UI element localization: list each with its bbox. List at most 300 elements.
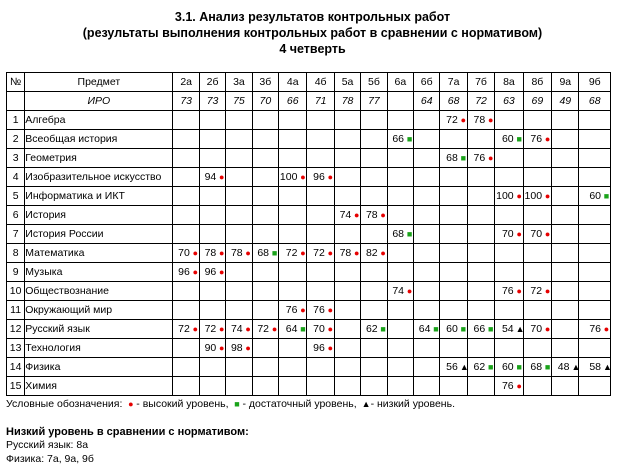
page-subtitle: (результаты выполнения контрольных работ в сравнении с нормативом) bbox=[82, 26, 543, 40]
high-level-icon: ● bbox=[488, 114, 494, 125]
result-cell bbox=[307, 130, 334, 149]
subject-name: Геометрия bbox=[25, 149, 173, 168]
result-value: 78 bbox=[339, 246, 352, 259]
result-cell bbox=[199, 263, 225, 282]
result-cell bbox=[226, 187, 252, 206]
result-cell bbox=[387, 168, 413, 187]
row-number: 3 bbox=[7, 149, 25, 168]
result-cell bbox=[307, 168, 334, 187]
result-value: 68 bbox=[446, 151, 458, 164]
legend-sufficient: - достаточный уровень, bbox=[242, 398, 357, 410]
iro-value: 68 bbox=[440, 92, 467, 111]
result-cell bbox=[523, 206, 551, 225]
result-cell bbox=[440, 282, 467, 301]
empty-cell bbox=[7, 92, 25, 111]
result-cell bbox=[334, 187, 360, 206]
result-cell bbox=[252, 377, 278, 396]
result-cell bbox=[467, 168, 494, 187]
result-cell bbox=[307, 320, 334, 339]
class-header: 6а bbox=[387, 73, 413, 92]
result-cell bbox=[414, 149, 440, 168]
high-level-icon: ● bbox=[192, 247, 199, 258]
result-cell bbox=[552, 149, 579, 168]
result-cell bbox=[414, 358, 440, 377]
result-cell bbox=[387, 263, 413, 282]
result-cell bbox=[495, 377, 523, 396]
high-level-icon: ● bbox=[544, 228, 551, 239]
result-cell bbox=[361, 358, 387, 377]
result-cell bbox=[387, 282, 413, 301]
legend bbox=[6, 397, 455, 411]
table-row bbox=[7, 320, 611, 339]
result-cell bbox=[523, 149, 551, 168]
result-cell bbox=[495, 244, 523, 263]
result-cell bbox=[307, 225, 334, 244]
result-cell bbox=[552, 263, 579, 282]
result-value: 68 bbox=[530, 360, 543, 373]
result-cell bbox=[387, 111, 413, 130]
high-level-icon: ● bbox=[544, 285, 551, 296]
high-level-icon: ● bbox=[219, 171, 225, 182]
result-cell bbox=[173, 320, 199, 339]
subject-name: История bbox=[25, 206, 173, 225]
result-cell bbox=[387, 130, 413, 149]
subject-name: Технология bbox=[25, 339, 173, 358]
result-cell bbox=[334, 149, 360, 168]
result-cell bbox=[467, 339, 494, 358]
row-number: 2 bbox=[7, 130, 25, 149]
subject-name: Физика bbox=[25, 358, 173, 377]
row-number: 6 bbox=[7, 206, 25, 225]
result-cell bbox=[523, 168, 551, 187]
sufficient-level-icon: ■ bbox=[460, 323, 467, 334]
result-value: 98 bbox=[230, 341, 243, 354]
legend-high: - высокий уровень, bbox=[136, 398, 229, 410]
class-header: 3а bbox=[226, 73, 252, 92]
result-cell bbox=[579, 377, 611, 396]
result-cell bbox=[414, 377, 440, 396]
row-number: 5 bbox=[7, 187, 25, 206]
subject-name: Всеобщая история bbox=[25, 130, 173, 149]
result-value: 70 bbox=[530, 227, 543, 240]
result-value: 96 bbox=[178, 265, 190, 278]
result-cell bbox=[226, 149, 252, 168]
result-cell bbox=[199, 187, 225, 206]
result-cell bbox=[467, 377, 494, 396]
result-cell bbox=[173, 168, 199, 187]
result-cell bbox=[199, 206, 225, 225]
result-cell bbox=[467, 301, 494, 320]
result-cell bbox=[334, 168, 360, 187]
low-level-icon: ▲ bbox=[459, 361, 469, 372]
subject-name: История России bbox=[25, 225, 173, 244]
result-cell bbox=[467, 225, 494, 244]
result-cell bbox=[334, 244, 360, 263]
result-value: 54 bbox=[501, 322, 514, 335]
result-value: 76 bbox=[313, 303, 325, 316]
result-cell bbox=[199, 244, 225, 263]
result-cell bbox=[307, 301, 334, 320]
high-level-icon: ● bbox=[300, 247, 306, 258]
result-value: 48 bbox=[557, 360, 570, 373]
class-header: 5а bbox=[334, 73, 360, 92]
result-value: 72 bbox=[446, 113, 458, 126]
result-cell bbox=[387, 358, 413, 377]
result-cell bbox=[307, 282, 334, 301]
result-cell bbox=[414, 339, 440, 358]
result-value: 78 bbox=[365, 208, 378, 221]
row-number: 7 bbox=[7, 225, 25, 244]
result-cell bbox=[279, 244, 307, 263]
high-level-icon: ● bbox=[245, 247, 251, 258]
result-cell bbox=[361, 377, 387, 396]
result-cell bbox=[361, 206, 387, 225]
subject-name: Русский язык bbox=[25, 320, 173, 339]
result-cell bbox=[414, 301, 440, 320]
result-cell bbox=[495, 225, 523, 244]
result-cell bbox=[173, 339, 199, 358]
high-level-icon: ● bbox=[380, 209, 386, 220]
result-cell bbox=[440, 206, 467, 225]
result-value: 90 bbox=[204, 341, 217, 354]
result-cell bbox=[226, 111, 252, 130]
result-cell bbox=[361, 149, 387, 168]
result-cell bbox=[579, 168, 611, 187]
result-cell bbox=[252, 168, 278, 187]
low-level-icon: ▲ bbox=[515, 323, 525, 334]
subject-name: Обществознание bbox=[25, 282, 173, 301]
iro-value: 63 bbox=[495, 92, 523, 111]
result-cell bbox=[523, 282, 551, 301]
result-cell bbox=[387, 225, 413, 244]
sufficient-level-icon: ■ bbox=[433, 323, 439, 334]
result-value: 100 bbox=[496, 189, 514, 202]
result-cell bbox=[199, 149, 225, 168]
result-cell bbox=[440, 301, 467, 320]
result-cell bbox=[552, 111, 579, 130]
result-value: 74 bbox=[339, 208, 352, 221]
result-cell bbox=[279, 320, 307, 339]
result-cell bbox=[579, 149, 611, 168]
class-header: 2б bbox=[199, 73, 225, 92]
result-cell bbox=[523, 263, 551, 282]
result-value: 94 bbox=[204, 170, 217, 183]
low-level-line: Русский язык: 8а bbox=[6, 439, 89, 451]
result-cell bbox=[361, 301, 387, 320]
result-cell bbox=[467, 358, 494, 377]
result-cell bbox=[334, 339, 360, 358]
num-header: № bbox=[7, 73, 25, 92]
table-row bbox=[7, 282, 611, 301]
result-cell bbox=[334, 206, 360, 225]
result-value: 76 bbox=[285, 303, 298, 316]
result-cell bbox=[334, 225, 360, 244]
result-cell bbox=[226, 225, 252, 244]
result-cell bbox=[252, 130, 278, 149]
result-cell bbox=[579, 130, 611, 149]
sufficient-level-icon: ■ bbox=[271, 247, 278, 258]
table-row bbox=[7, 263, 611, 282]
result-cell bbox=[523, 377, 551, 396]
result-cell bbox=[334, 377, 360, 396]
high-level-icon: ● bbox=[245, 342, 251, 353]
table-row bbox=[7, 225, 611, 244]
result-cell bbox=[199, 282, 225, 301]
result-cell bbox=[307, 111, 334, 130]
high-level-icon: ● bbox=[245, 323, 251, 334]
result-value: 62 bbox=[473, 360, 486, 373]
result-value: 66 bbox=[392, 132, 405, 145]
result-cell bbox=[226, 206, 252, 225]
result-cell bbox=[361, 130, 387, 149]
result-value: 64 bbox=[418, 322, 431, 335]
result-cell bbox=[361, 225, 387, 244]
row-number: 14 bbox=[7, 358, 25, 377]
result-cell bbox=[523, 244, 551, 263]
class-header: 4б bbox=[307, 73, 334, 92]
table-row bbox=[7, 130, 611, 149]
result-cell bbox=[387, 244, 413, 263]
result-cell bbox=[279, 263, 307, 282]
result-cell bbox=[252, 263, 278, 282]
result-value: 76 bbox=[589, 322, 601, 335]
row-number: 9 bbox=[7, 263, 25, 282]
table-row bbox=[7, 358, 611, 377]
result-cell bbox=[552, 339, 579, 358]
result-cell bbox=[440, 358, 467, 377]
result-cell bbox=[495, 206, 523, 225]
table-row bbox=[7, 111, 611, 130]
class-header: 3б bbox=[252, 73, 278, 92]
result-cell bbox=[467, 111, 494, 130]
result-cell bbox=[226, 358, 252, 377]
result-cell bbox=[414, 244, 440, 263]
result-cell bbox=[467, 320, 494, 339]
high-level-icon: ● bbox=[128, 399, 134, 409]
result-cell bbox=[279, 358, 307, 377]
result-cell bbox=[440, 320, 467, 339]
high-level-icon: ● bbox=[327, 247, 334, 258]
subject-name: Математика bbox=[25, 244, 173, 263]
result-value: 96 bbox=[313, 341, 325, 354]
result-cell bbox=[440, 263, 467, 282]
result-cell bbox=[173, 130, 199, 149]
result-cell bbox=[467, 282, 494, 301]
legend-prefix: Условные обозначения: bbox=[6, 398, 123, 410]
iro-value: 78 bbox=[334, 92, 360, 111]
result-cell bbox=[495, 187, 523, 206]
result-cell bbox=[334, 130, 360, 149]
high-level-icon: ● bbox=[219, 247, 225, 258]
result-cell bbox=[495, 263, 523, 282]
result-cell bbox=[579, 111, 611, 130]
result-cell bbox=[279, 130, 307, 149]
result-cell bbox=[440, 339, 467, 358]
high-level-icon: ● bbox=[516, 228, 522, 239]
result-cell bbox=[440, 111, 467, 130]
result-cell bbox=[552, 282, 579, 301]
iro-value: 71 bbox=[307, 92, 334, 111]
result-cell bbox=[307, 358, 334, 377]
class-header: 8б bbox=[523, 73, 551, 92]
row-number: 4 bbox=[7, 168, 25, 187]
subject-name: Окружающий мир bbox=[25, 301, 173, 320]
high-level-icon: ● bbox=[516, 380, 522, 391]
sufficient-level-icon: ■ bbox=[406, 228, 413, 239]
result-value: 78 bbox=[204, 246, 217, 259]
result-cell bbox=[414, 130, 440, 149]
result-value: 72 bbox=[178, 322, 190, 335]
result-value: 62 bbox=[365, 322, 378, 335]
result-cell bbox=[495, 168, 523, 187]
iro-value: 72 bbox=[467, 92, 494, 111]
result-cell bbox=[279, 339, 307, 358]
subject-name: Изобразительное искусство bbox=[25, 168, 173, 187]
subject-header: Предмет bbox=[25, 73, 173, 92]
result-cell bbox=[307, 377, 334, 396]
table-row bbox=[7, 168, 611, 187]
iro-value: 64 bbox=[414, 92, 440, 111]
subject-name: Музыка bbox=[25, 263, 173, 282]
result-value: 66 bbox=[473, 322, 486, 335]
low-level-line: Физика: 7а, 9а, 9б bbox=[6, 453, 94, 465]
result-value: 74 bbox=[392, 284, 405, 297]
result-cell bbox=[552, 168, 579, 187]
high-level-icon: ● bbox=[544, 133, 551, 144]
result-value: 74 bbox=[230, 322, 243, 335]
result-cell bbox=[387, 206, 413, 225]
high-level-icon: ● bbox=[192, 323, 199, 334]
result-cell bbox=[552, 225, 579, 244]
result-cell bbox=[226, 244, 252, 263]
result-cell bbox=[552, 320, 579, 339]
result-value: 82 bbox=[365, 246, 378, 259]
result-cell bbox=[467, 130, 494, 149]
result-cell bbox=[523, 187, 551, 206]
result-cell bbox=[199, 339, 225, 358]
result-value: 56 bbox=[446, 360, 458, 373]
high-level-icon: ● bbox=[406, 285, 413, 296]
result-cell bbox=[307, 263, 334, 282]
row-number: 8 bbox=[7, 244, 25, 263]
high-level-icon: ● bbox=[544, 190, 551, 201]
iro-value: 73 bbox=[199, 92, 225, 111]
high-level-icon: ● bbox=[219, 266, 225, 277]
result-cell bbox=[495, 149, 523, 168]
result-cell bbox=[226, 339, 252, 358]
result-value: 64 bbox=[285, 322, 298, 335]
result-cell bbox=[361, 339, 387, 358]
result-cell bbox=[252, 225, 278, 244]
result-cell bbox=[495, 339, 523, 358]
result-cell bbox=[226, 168, 252, 187]
result-cell bbox=[252, 244, 278, 263]
result-cell bbox=[226, 377, 252, 396]
sufficient-level-icon: ■ bbox=[516, 133, 522, 144]
result-cell bbox=[440, 377, 467, 396]
result-value: 60 bbox=[446, 322, 458, 335]
result-cell bbox=[252, 358, 278, 377]
table-row bbox=[7, 206, 611, 225]
iro-label: ИРО bbox=[25, 92, 173, 111]
sufficient-level-icon: ■ bbox=[300, 323, 306, 334]
result-cell bbox=[199, 111, 225, 130]
sufficient-level-icon: ■ bbox=[516, 361, 522, 372]
result-value: 72 bbox=[530, 284, 543, 297]
result-value: 72 bbox=[257, 322, 270, 335]
result-cell bbox=[279, 168, 307, 187]
result-cell bbox=[414, 111, 440, 130]
sufficient-level-icon: ■ bbox=[380, 323, 386, 334]
result-value: 76 bbox=[501, 284, 514, 297]
class-header: 2а bbox=[173, 73, 199, 92]
high-level-icon: ● bbox=[460, 114, 467, 125]
result-cell bbox=[307, 339, 334, 358]
result-cell bbox=[173, 206, 199, 225]
sufficient-level-icon: ■ bbox=[544, 361, 551, 372]
iro-value: 70 bbox=[252, 92, 278, 111]
result-cell bbox=[414, 263, 440, 282]
result-cell bbox=[440, 149, 467, 168]
class-header: 6б bbox=[414, 73, 440, 92]
result-cell bbox=[523, 301, 551, 320]
results-table bbox=[6, 72, 611, 396]
result-cell bbox=[199, 377, 225, 396]
result-value: 76 bbox=[501, 379, 514, 392]
iro-value: 73 bbox=[173, 92, 199, 111]
high-level-icon: ● bbox=[516, 190, 522, 201]
result-cell bbox=[523, 111, 551, 130]
result-cell bbox=[552, 301, 579, 320]
result-cell bbox=[440, 168, 467, 187]
result-cell bbox=[495, 301, 523, 320]
row-number: 1 bbox=[7, 111, 25, 130]
class-header: 9б bbox=[579, 73, 611, 92]
high-level-icon: ● bbox=[354, 247, 360, 258]
result-cell bbox=[579, 282, 611, 301]
result-value: 60 bbox=[501, 132, 514, 145]
result-cell bbox=[173, 187, 199, 206]
result-value: 100 bbox=[279, 170, 298, 183]
sufficient-level-icon: ■ bbox=[234, 399, 240, 409]
result-value: 72 bbox=[204, 322, 217, 335]
high-level-icon: ● bbox=[192, 266, 199, 277]
table-row bbox=[7, 187, 611, 206]
result-cell bbox=[579, 301, 611, 320]
result-value: 96 bbox=[204, 265, 217, 278]
result-cell bbox=[334, 282, 360, 301]
result-cell bbox=[579, 244, 611, 263]
result-cell bbox=[579, 339, 611, 358]
result-cell bbox=[495, 111, 523, 130]
result-value: 70 bbox=[313, 322, 325, 335]
result-cell bbox=[387, 377, 413, 396]
result-cell bbox=[226, 320, 252, 339]
subject-name: Информатика и ИКТ bbox=[25, 187, 173, 206]
result-cell bbox=[173, 263, 199, 282]
result-cell bbox=[199, 301, 225, 320]
row-number: 12 bbox=[7, 320, 25, 339]
result-cell bbox=[467, 263, 494, 282]
table-row bbox=[7, 301, 611, 320]
result-cell bbox=[279, 149, 307, 168]
result-cell bbox=[307, 149, 334, 168]
result-cell bbox=[361, 244, 387, 263]
result-cell bbox=[523, 130, 551, 149]
result-cell bbox=[279, 282, 307, 301]
high-level-icon: ● bbox=[603, 323, 610, 334]
result-cell bbox=[440, 130, 467, 149]
